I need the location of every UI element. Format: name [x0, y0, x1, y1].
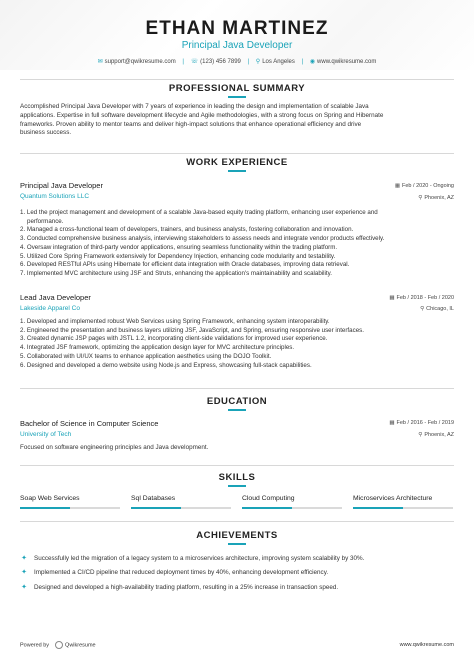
- achievement-text: Successfully led the migration of a legacy system to a microservices architecture, improving system scalability by 30%.: [34, 555, 365, 562]
- footer-powered-by: [20, 641, 96, 649]
- calendar-icon: ▦: [389, 420, 395, 426]
- section-divider: [20, 79, 454, 80]
- job-bullets: [20, 209, 450, 279]
- job-location-text: Phoenix, AZ: [424, 195, 454, 201]
- skill-level-fill: [20, 507, 70, 509]
- job-bullets: [20, 318, 450, 370]
- section-title-education: EDUCATION: [206, 396, 268, 407]
- list-item: 1. Developed and implemented robust Web Services using Spring Framework, enhancing system interoperability.: [20, 318, 330, 325]
- achievement-item: [20, 554, 460, 562]
- separator: |: [247, 59, 250, 65]
- list-item: 7. Implemented MVC architecture using JSF and Struts, enhancing the application's maintainability and scalability.: [20, 269, 332, 277]
- professional-summary: [20, 103, 454, 138]
- summary-line: business success.: [20, 129, 72, 137]
- job-location-text: Chicago, IL: [426, 306, 454, 312]
- list-item: 5. Collaborated with UI/UX teams to enhance application aesthetics using the DOJO Toolkit.: [20, 352, 272, 360]
- contact-website[interactable]: www.qwikresume.com: [317, 59, 377, 65]
- skill-level-bar: [131, 507, 231, 509]
- school-name: University of Tech: [20, 431, 72, 438]
- section-divider: [20, 388, 454, 389]
- qwikresume-logo-icon: [55, 641, 63, 649]
- company-name: Lakeside Apparel Co: [20, 305, 80, 312]
- section-underline: [228, 170, 246, 172]
- education-description: Focused on software engineering principles and Java development.: [20, 444, 209, 451]
- powered-by-label: Powered by: [20, 642, 50, 649]
- location-pin-icon: ⚲: [255, 59, 261, 65]
- list-item: 4. Oversaw integration of third-party vendor applications, ensuring seamless functionality within the trading platform.: [20, 243, 338, 251]
- contact-location: Los Angeles: [262, 59, 295, 65]
- achievement-item: [20, 568, 460, 576]
- skill-level-fill: [131, 507, 181, 509]
- section-title-experience: WORK EXPERIENCE: [186, 157, 288, 168]
- trophy-icon: ✦: [21, 584, 27, 591]
- section-divider: [20, 153, 454, 154]
- location-pin-icon: ⚲: [418, 195, 423, 201]
- achievement-text: Implemented a CI/CD pipeline that reduced deployment times by 40%, enhancing development efficiency.: [34, 569, 329, 576]
- contact-email[interactable]: support@qwikresume.com: [104, 59, 176, 65]
- globe-icon: ◉: [309, 59, 316, 65]
- list-item: 2. Engineered the presentation and business layers utilizing JSF, JavaScript, and Spring, ensuring responsive user interfaces.: [20, 326, 364, 334]
- location-pin-icon: ⚲: [418, 432, 423, 438]
- job-location: [418, 195, 454, 201]
- skill-level-bar: [20, 507, 120, 509]
- job-dates-text: Feb / 2018 - Feb / 2020: [396, 295, 454, 301]
- education-location-text: Phoenix, AZ: [424, 432, 454, 438]
- phone-icon: ☏: [190, 59, 199, 65]
- list-item: 3. Created dynamic JSP pages with JSTL 1.2, incorporating client-side validations for improved user experience.: [20, 335, 328, 343]
- skill-name: Microservices Architecture: [353, 495, 433, 502]
- calendar-icon: ▦: [394, 183, 401, 189]
- achievement-item: [20, 583, 460, 591]
- candidate-name: ETHAN MARTINEZ: [145, 18, 329, 39]
- education-location: [418, 432, 454, 438]
- job-dates: [395, 183, 454, 189]
- trophy-icon: ✦: [21, 569, 27, 576]
- separator: |: [301, 59, 304, 65]
- section-underline: [228, 409, 246, 411]
- company-name: Quantum Solutions LLC: [20, 193, 90, 200]
- skill-level-bar: [242, 507, 342, 509]
- job-title: Lead Java Developer: [20, 293, 91, 302]
- skill-level-bar: [353, 507, 453, 509]
- brand-name[interactable]: Qwikresume: [65, 642, 96, 649]
- candidate-title: Principal Java Developer: [181, 40, 293, 51]
- list-item: 3. Conducted comprehensive business analysis, interviewing stakeholders to assess needs and integrate vendor products effectively.: [20, 235, 385, 243]
- section-title-skills: SKILLS: [218, 472, 256, 483]
- list-item: 4. Integrated JSF framework, optimizing the application design layer for MVC architecture principles.: [20, 344, 295, 352]
- section-title-achievements: ACHIEVEMENTS: [196, 530, 278, 541]
- list-item: 5. Utilized Core Spring Framework extensively for Dependency Injection, enhancing code modularity and testability.: [20, 252, 336, 260]
- summary-line: Accomplished Principal Java Developer with 7 years of experience in leading the design and implementation of scalable Java: [20, 103, 369, 110]
- section-divider: [20, 465, 454, 466]
- skill-level-fill: [242, 507, 292, 509]
- list-item: 2. Managed a cross-functional team of developers, trainers, and business analysts, fostering collaboration and innovation.: [20, 226, 354, 234]
- trophy-icon: ✦: [21, 555, 27, 562]
- section-underline: [228, 96, 246, 98]
- list-item: 6. Developed RESTful APIs using Hibernate for efficient data integration with Oracle databases, improving data retrieval.: [20, 261, 350, 269]
- education-dates-text: Feb / 2016 - Feb / 2019: [396, 420, 454, 426]
- summary-line: frameworks. Proven ability to mentor teams and deliver high-impact solutions that enhance operational efficiency and drive: [20, 120, 362, 128]
- section-underline: [228, 485, 246, 487]
- achievement-text: Designed and developed a high-availability trading platform, resulting in a 25% increase in transaction speed.: [34, 584, 339, 591]
- section-underline: [228, 543, 246, 545]
- skill-level-fill: [353, 507, 403, 509]
- education-dates: [389, 420, 454, 426]
- section-divider: [20, 521, 454, 522]
- job-location: [420, 306, 454, 312]
- job-title: Principal Java Developer: [20, 181, 103, 190]
- location-pin-icon: ⚲: [420, 306, 425, 312]
- degree-title: Bachelor of Science in Computer Science: [20, 419, 159, 428]
- section-title-summary: PROFESSIONAL SUMMARY: [168, 83, 306, 94]
- summary-line: applications. Expertise in full software development lifecycle and Agile methodologies, with a strong focus on Spring and Hibernate: [20, 111, 384, 119]
- skill-name: Sql Databases: [131, 495, 176, 502]
- contact-line: [0, 58, 474, 65]
- separator: |: [182, 59, 184, 65]
- skill-name: Soap Web Services: [20, 495, 80, 502]
- list-item: 1. Led the project management and development of a scalable Java-based equity trading platform, enhancing user experience and: [20, 209, 378, 216]
- list-item: 6. Designed and developed a demo website using Node.js and Express, showcasing full-stack capabilities.: [20, 361, 312, 369]
- job-dates: [389, 295, 454, 301]
- job-dates-text: Feb / 2020 - Ongoing: [402, 183, 454, 189]
- footer-website[interactable]: www.qwikresume.com: [399, 642, 454, 648]
- list-item: performance.: [27, 217, 64, 225]
- email-icon: ✉: [97, 59, 103, 65]
- calendar-icon: ▦: [389, 295, 395, 301]
- skill-name: Cloud Computing: [242, 495, 295, 502]
- contact-phone: (123) 456 7899: [200, 59, 241, 65]
